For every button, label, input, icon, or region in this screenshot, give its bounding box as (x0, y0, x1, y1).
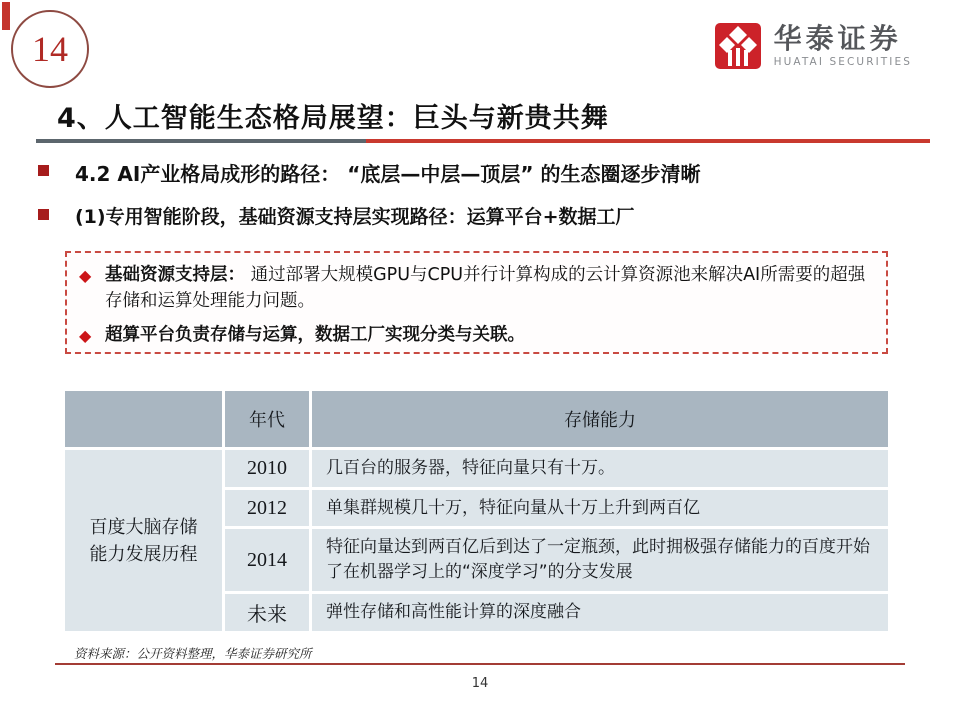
huatai-logo (714, 22, 912, 70)
table-row-capability: 特征向量达到两百亿后到达了一定瓶颈，此时拥极强存储能力的百度开始了在机器学习上的“深度学习”的分支发展 (312, 529, 888, 591)
bullet-item-1 (38, 158, 701, 187)
square-bullet-icon (38, 165, 49, 176)
table-row-year: 2010 (225, 450, 309, 487)
callout-2-lead: 超算平台负责存储与运算，数据工厂实现分类与关联。 (105, 325, 525, 345)
diamond-bullet-icon: ◆ (79, 266, 92, 285)
source-note: 资料来源：公开资料整理，华泰证券研究所 (74, 646, 312, 661)
footer-page-number: 14 (471, 676, 489, 691)
title-divider-red (366, 139, 930, 143)
footer-divider (55, 663, 905, 665)
corner-accent-mark (2, 2, 10, 30)
logo-name-en: HUATAI SECURITIES (773, 55, 912, 68)
logo-name-cn: 华泰证券 (773, 22, 902, 56)
bullet-1-text: 4.2 AI产业格局成形的路径： “底层—中层—顶层” 的生态圈逐步清晰 (75, 162, 701, 186)
table-row-capability: 单集群规模几十万，特征向量从十万上升到两百亿 (312, 490, 888, 526)
table-row-capability: 弹性存储和高性能计算的深度融合 (312, 594, 888, 631)
table-row-year: 2014 (225, 529, 309, 591)
slide-title: 4、人工智能生态格局展望：巨头与新贵共舞 (57, 103, 609, 134)
table-header-capability: 存储能力 (312, 391, 888, 447)
square-bullet-icon (38, 209, 49, 220)
callout-1-lead: 基础资源支持层： (105, 265, 245, 285)
title-divider-gray (36, 139, 366, 143)
table-row-group-header: 百度大脑存储能力发展历程 (65, 450, 222, 631)
table-row-capability: 几百台的服务器，特征向量只有十万。 (312, 450, 888, 487)
baidu-brain-storage-table (65, 391, 888, 631)
diamond-bullet-icon: ◆ (79, 326, 92, 345)
huatai-logo-text (774, 24, 912, 67)
key-points-callout-box (65, 251, 888, 354)
page-number-circle (11, 10, 89, 88)
table-header-year: 年代 (225, 391, 309, 447)
bullet-2-text: (1)专用智能阶段，基础资源支持层实现路径：运算平台+数据工厂 (75, 206, 635, 228)
huatai-logo-icon (714, 22, 762, 70)
bullet-item-2 (38, 202, 635, 229)
table-row-year: 未来 (225, 594, 309, 631)
table-corner-cell (65, 391, 222, 447)
page-number-circle-label: 14 (32, 29, 68, 69)
callout-item-1 (67, 262, 886, 314)
table-row-year: 2012 (225, 490, 309, 526)
callout-item-2 (67, 322, 886, 348)
callout-1-body: 通过部署大规模GPU与CPU并行计算构成的云计算资源池来解决AI所需要的超强存储和运算处理能力问题。 (105, 265, 866, 311)
